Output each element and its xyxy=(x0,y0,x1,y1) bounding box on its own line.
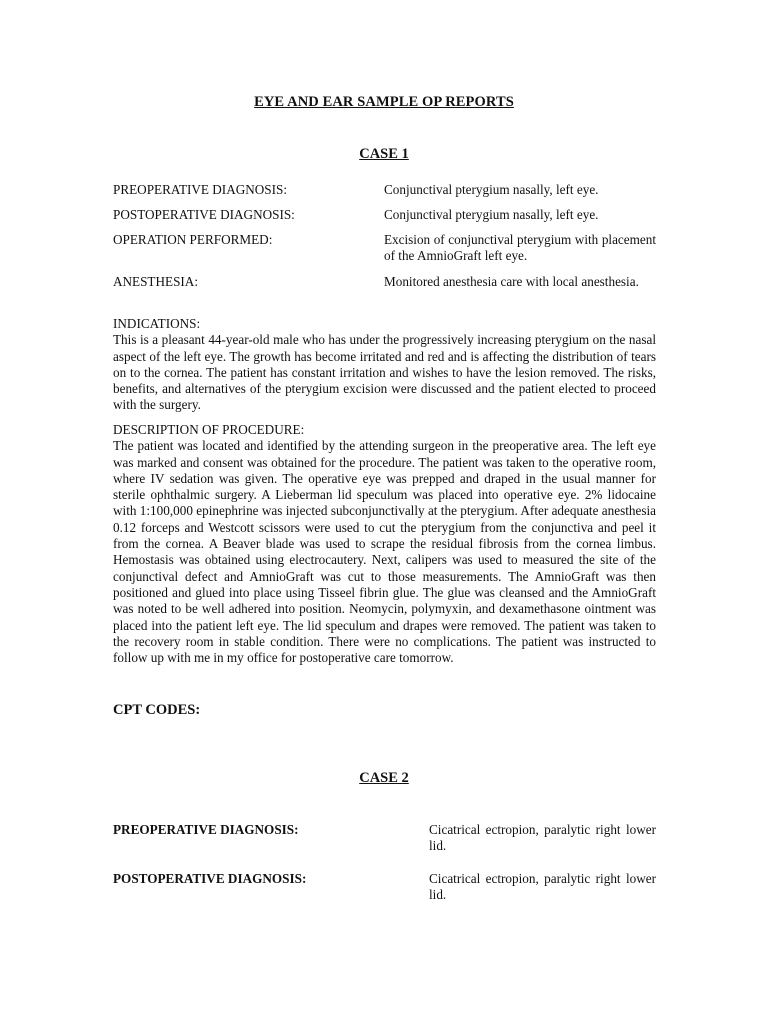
operation-performed-label: OPERATION PERFORMED: xyxy=(113,232,273,247)
postop-diagnosis-value: Conjunctival pterygium nasally, left eye. xyxy=(384,207,599,222)
procedure-text: The patient was located and identified by the attending surgeon in the preoperative area. The left eye was marked and consent was obtained for the procedure. The patient was taken to the operative room, where IV sedation was given. The operative eye was prepped and draped in the usual manner for sterile ophthalmic surgery. A Lieberman lid speculum was placed into operative eye. 2% lidocaine with 1:100,000 epinephrine was injected subconjunctivally at the pterygium. After adequate anesthesia 0.12 forceps and Westcott scissors were used to cut the pterygium from the conjunctiva and peel it from the cornea. A Beaver blade was used to scrape the residual fibrosis from the cornea limbus. Hemostasis was obtained using electrocautery. Next, calipers was used to measured the site of the conjunctival defect and AmnioGraft was cut to those measurements. The AmnioGraft was then positioned and glued into place using Tisseel fibrin glue. The glue was cleansed and the AmnioGraft was noted to be well adhered into position. Neomycin, polymyxin, and dexamethasone ointment was placed into the patient left eye. The lid speculum and drapes were removed. The patient was taken to the recovery room in stable condition. There were no complications. The patient was instructed to follow up with me in my office for postoperative care tomorrow. xyxy=(113,438,656,666)
preop-diagnosis-value: Conjunctival pterygium nasally, left eye. xyxy=(384,182,599,197)
cpt-codes-heading: CPT CODES: xyxy=(113,702,201,718)
case-2-title: CASE 2 xyxy=(359,770,409,786)
document-title: EYE AND EAR SAMPLE OP REPORTS xyxy=(254,94,514,110)
case-2-postop-value: Cicatrical ectropion, paralytic right lower lid. xyxy=(429,871,656,903)
preop-diagnosis-label: PREOPERATIVE DIAGNOSIS: xyxy=(113,182,288,197)
indications-section xyxy=(113,316,656,414)
anesthesia-label: ANESTHESIA: xyxy=(113,274,198,289)
procedure-heading: DESCRIPTION OF PROCEDURE: xyxy=(113,422,305,437)
procedure-section xyxy=(113,422,656,666)
indications-heading: INDICATIONS: xyxy=(113,316,201,331)
case-1-title: CASE 1 xyxy=(359,146,409,162)
case-2-postop-label: POSTOPERATIVE DIAGNOSIS: xyxy=(113,871,307,886)
case-2-preop-label: PREOPERATIVE DIAGNOSIS: xyxy=(113,822,299,837)
anesthesia-value: Monitored anesthesia care with local anesthesia. xyxy=(384,274,639,289)
operation-performed-value: Excision of conjunctival pterygium with placement of the AmnioGraft left eye. xyxy=(384,232,656,264)
indications-text: This is a pleasant 44-year-old male who has under the progressively increasing pterygium on the nasal aspect of the left eye. The growth has become irritated and red and is affecting the distribution of tears on to the cornea. The patient has constant irritation and wishes to have the lesion removed. The risks, benefits, and alternatives of the pterygium excision were discussed and the patient elected to proceed with the surgery. xyxy=(113,332,656,413)
case-2-preop-value: Cicatrical ectropion, paralytic right lower lid. xyxy=(429,822,656,854)
postop-diagnosis-label: POSTOPERATIVE DIAGNOSIS: xyxy=(113,207,295,222)
